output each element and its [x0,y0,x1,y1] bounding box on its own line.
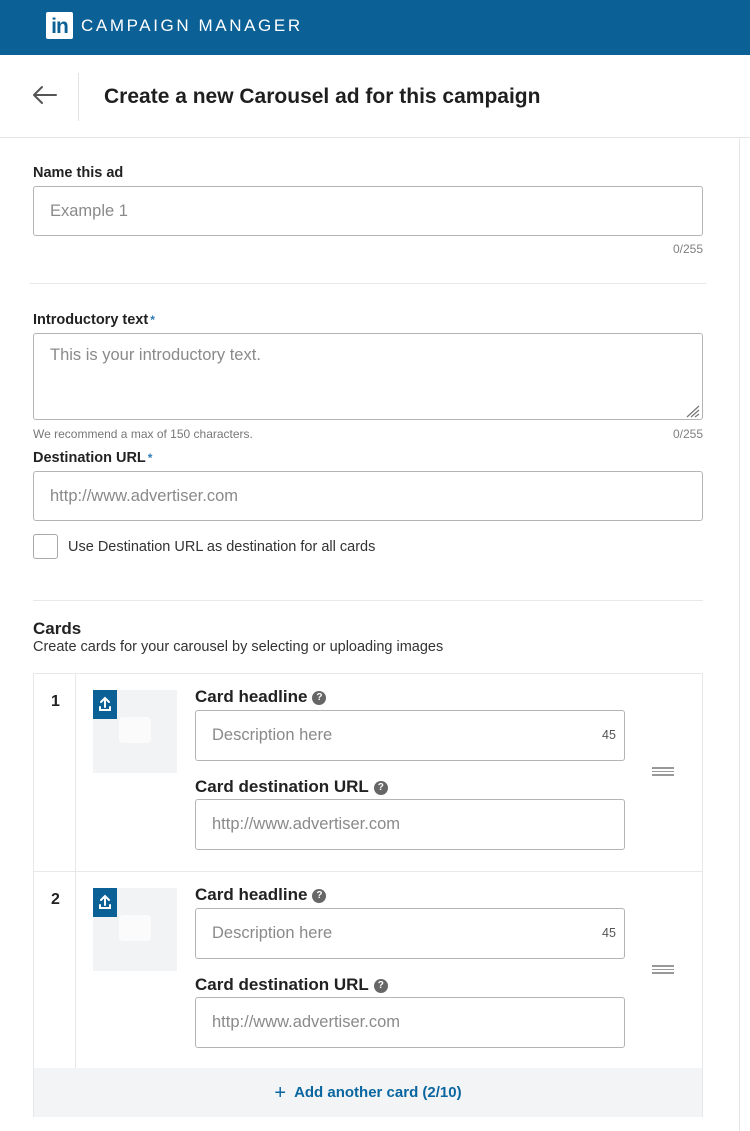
card-headline-input[interactable] [195,710,625,761]
name-label: Name this ad [33,165,124,181]
card-url-input[interactable] [195,997,625,1048]
section-divider [30,283,706,284]
card-image-placeholder[interactable] [93,690,177,773]
app-title: CAMPAIGN MANAGER [81,16,303,35]
resize-handle-icon[interactable] [683,402,700,418]
linkedin-logo-icon: in [46,12,73,39]
required-marker: * [147,451,153,465]
destination-url-input[interactable] [33,471,703,521]
card-headline-input[interactable] [195,908,625,959]
back-button[interactable] [30,83,60,107]
card-url-input[interactable] [195,799,625,850]
upload-icon [93,690,117,719]
drag-handle-icon[interactable] [652,767,674,779]
upload-button[interactable] [93,690,117,719]
card-url-label: Card destination URL ? [195,975,388,995]
plus-icon: + [274,1082,287,1104]
card-headline-label: Card headline ? [195,885,326,905]
drag-handle-icon[interactable] [652,965,674,977]
help-icon[interactable]: ? [374,781,388,795]
page-title: Create a new Carousel ad for this campaign [104,85,541,108]
cards-subtitle: Create cards for your carousel by selecting or uploading images [33,639,444,655]
help-icon[interactable]: ? [312,691,326,705]
image-icon [119,717,151,743]
name-char-count: 0/255 [672,242,703,256]
upload-icon [93,888,117,917]
use-destination-label[interactable]: Use Destination URL as destination for all cards [68,539,376,555]
ad-name-input[interactable] [33,186,703,236]
card-number-column [34,674,76,871]
card-item [34,674,702,871]
add-card-button[interactable] [34,1068,702,1117]
help-icon[interactable]: ? [312,889,326,903]
cards-list [33,673,703,1117]
image-icon [119,915,151,941]
destination-label: Destination URL * [33,450,153,466]
card-number: 2 [51,891,60,908]
headline-char-count: 45 [602,926,616,940]
top-bar [0,0,750,55]
card-url-label: Card destination URL ? [195,777,388,797]
header-divider [78,73,79,121]
required-marker: * [150,313,155,327]
card-item [34,871,702,1068]
upload-button[interactable] [93,888,117,917]
card-number: 1 [51,693,60,710]
section-divider [33,600,703,601]
panel-border [739,138,740,1131]
card-number-column [34,872,76,1068]
help-icon[interactable]: ? [374,979,388,993]
add-card-label: Add another card (2/10) [294,1084,462,1101]
card-headline-label: Card headline ? [195,687,326,707]
headline-char-count: 45 [602,728,616,742]
cards-heading: Cards [33,619,82,638]
intro-label: Introductory text * [33,312,155,328]
intro-hint: We recommend a max of 150 characters. [33,427,253,441]
arrow-left-icon [30,83,60,107]
page-header [0,55,750,138]
intro-char-count: 0/255 [672,427,703,441]
card-image-placeholder[interactable] [93,888,177,971]
use-destination-checkbox[interactable] [33,534,58,559]
intro-text-input[interactable] [33,333,703,420]
